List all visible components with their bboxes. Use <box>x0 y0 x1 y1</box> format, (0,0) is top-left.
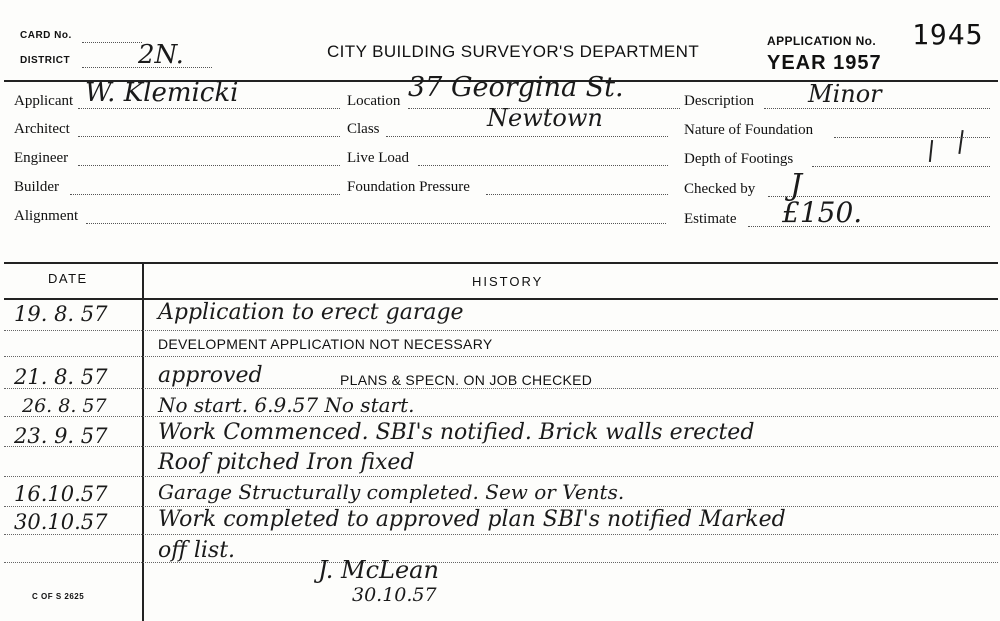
district-value: 2N. <box>138 40 184 70</box>
row-rule <box>4 446 998 447</box>
history-entry: Work Commenced. SBI's notified. Brick walls erected <box>158 420 755 445</box>
row-rule <box>4 476 998 477</box>
estimate-value: £150. <box>782 196 863 229</box>
foundation-pressure-line <box>486 194 668 195</box>
application-label: APPLICATION No. <box>767 34 877 48</box>
year-label: YEAR 1957 <box>767 52 882 74</box>
depth-of-footings-label: Depth of Footings <box>684 151 794 167</box>
row-rule <box>4 534 998 535</box>
history-entry: Roof pitched Iron fixed <box>158 450 415 475</box>
live-load-label: Live Load <box>347 150 410 166</box>
history-entry: Garage Structurally completed. Sew or Vents. <box>158 480 625 504</box>
checked-by-value: J <box>790 168 803 203</box>
history-entry: Work completed to approved plan SBI's notified Marked <box>158 507 786 532</box>
history-date: 16.10.57 <box>14 482 108 506</box>
history-date: 23. 9. 57 <box>14 424 108 448</box>
architect-line <box>78 136 340 137</box>
class-line <box>386 136 668 137</box>
date-header: DATE <box>48 271 88 286</box>
row-rule <box>4 562 998 563</box>
depth-line <box>812 166 990 167</box>
history-header-rule <box>4 298 998 300</box>
history-entry: No start. 6.9.57 No start. <box>158 393 415 417</box>
history-top-rule <box>4 262 998 264</box>
checked-by-label: Checked by <box>684 181 756 197</box>
row-rule <box>4 330 998 331</box>
history-date: 19. 8. 57 <box>14 302 108 326</box>
form-code: C OF S 2625 <box>32 592 85 601</box>
signature-date: 30.10.57 <box>352 584 437 606</box>
row-rule <box>4 416 998 417</box>
description-label: Description <box>684 93 754 109</box>
history-stamp: DEVELOPMENT APPLICATION NOT NECESSARY <box>158 336 493 352</box>
history-date: 21. 8. 57 <box>14 365 108 389</box>
description-value: Minor <box>808 80 882 108</box>
signature: J. McLean <box>318 556 439 584</box>
application-number: 1945 <box>912 18 984 51</box>
builder-label: Builder <box>14 179 59 195</box>
description-line <box>764 108 990 109</box>
class-value: Newtown <box>487 104 603 132</box>
history-stamp: PLANS & SPECN. ON JOB CHECKED <box>340 372 593 388</box>
applicant-label: Applicant <box>14 93 74 109</box>
department-title: CITY BUILDING SURVEYOR'S DEPARTMENT <box>327 42 700 61</box>
pen-mark <box>929 140 933 162</box>
location-value: 37 Georgina St. <box>408 72 624 103</box>
date-column-divider <box>142 262 144 621</box>
history-entry: off list. <box>158 538 236 563</box>
district-label: DISTRICT <box>20 55 71 66</box>
alignment-label: Alignment <box>14 208 79 224</box>
builder-line <box>70 194 340 195</box>
foundation-pressure-label: Foundation Pressure <box>347 179 470 195</box>
location-label: Location <box>347 93 401 109</box>
card-no-label: CARD No. <box>20 30 72 41</box>
card-no-line <box>82 42 142 43</box>
architect-label: Architect <box>14 121 70 137</box>
applicant-line <box>78 108 340 109</box>
engineer-label: Engineer <box>14 150 69 166</box>
history-entry: Application to erect garage <box>158 300 464 325</box>
pen-mark <box>958 130 963 154</box>
history-header: HISTORY <box>472 274 544 289</box>
estimate-label: Estimate <box>684 211 737 227</box>
history-entry: approved <box>158 363 263 388</box>
applicant-value: W. Klemicki <box>85 78 239 108</box>
engineer-line <box>78 165 340 166</box>
history-date: 30.10.57 <box>14 510 108 534</box>
history-date: 26. 8. 57 <box>22 395 107 417</box>
nature-line <box>834 137 990 138</box>
row-rule <box>4 356 998 357</box>
nature-of-foundation-label: Nature of Foundation <box>684 122 814 138</box>
class-label: Class <box>347 121 380 137</box>
alignment-line <box>86 223 666 224</box>
row-rule <box>4 388 998 389</box>
live-load-line <box>418 165 668 166</box>
